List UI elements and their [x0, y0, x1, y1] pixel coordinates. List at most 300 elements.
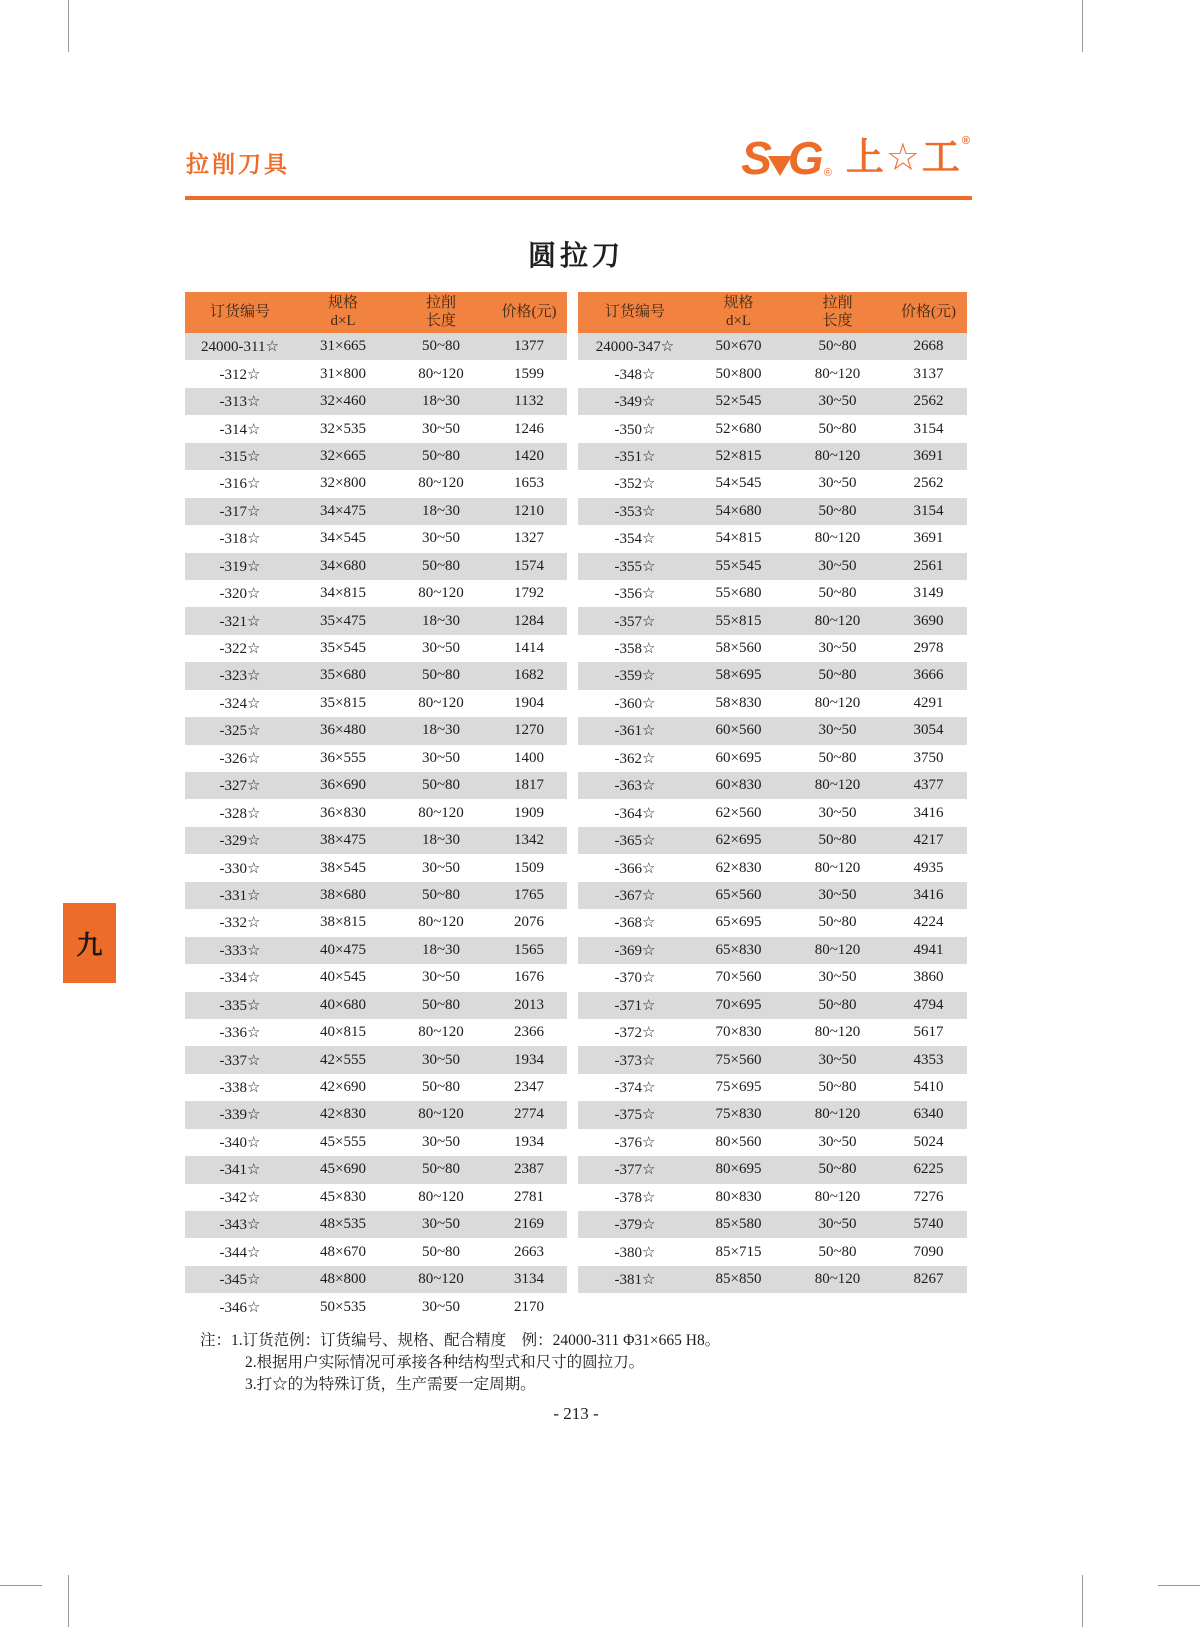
table-cell: 4377 — [890, 772, 967, 799]
table-cell: 50~80 — [785, 1238, 890, 1265]
table-cell: -316☆ — [185, 470, 295, 497]
table-row — [185, 690, 567, 717]
table-cell: 80~120 — [391, 360, 491, 387]
table-cell: 50~80 — [391, 553, 491, 580]
col-header-price: 价格(元) — [890, 292, 967, 333]
table-cell: 45×555 — [295, 1129, 391, 1156]
table-cell: 42×830 — [295, 1101, 391, 1128]
brand-logo — [730, 132, 972, 184]
table-cell: 1414 — [491, 635, 567, 662]
table-cell: -380☆ — [578, 1238, 692, 1265]
table-cell: 30~50 — [785, 964, 890, 991]
table-cell: 50~80 — [785, 333, 890, 360]
table-cell: -354☆ — [578, 525, 692, 552]
table-cell: 4217 — [890, 827, 967, 854]
table-row — [578, 909, 967, 936]
table-cell: 1682 — [491, 662, 567, 689]
table-cell: 1909 — [491, 799, 567, 826]
table-cell: -329☆ — [185, 827, 295, 854]
table-cell: 5740 — [890, 1211, 967, 1238]
footnote-line-2: 2.根据用户实际情况可承接各种结构型式和尺寸的圆拉刀。 — [245, 1354, 645, 1371]
table-cell: 80×695 — [692, 1156, 785, 1183]
table-cell: -370☆ — [578, 964, 692, 991]
table-row — [578, 1129, 967, 1156]
table-cell: 30~50 — [391, 1211, 491, 1238]
table-row — [185, 1238, 567, 1265]
table-cell: 31×800 — [295, 360, 391, 387]
table-cell: -379☆ — [578, 1211, 692, 1238]
table-cell: 45×830 — [295, 1184, 391, 1211]
table-row — [185, 607, 567, 634]
table-cell: 1765 — [491, 882, 567, 909]
table-cell: 1817 — [491, 772, 567, 799]
table-body-right — [578, 333, 967, 1293]
table-cell: 42×690 — [295, 1074, 391, 1101]
table-cell: -350☆ — [578, 415, 692, 442]
table-cell: 52×680 — [692, 415, 785, 442]
table-row — [185, 964, 567, 991]
table-cell: -371☆ — [578, 992, 692, 1019]
table-cell: 50~80 — [785, 662, 890, 689]
page-number: - 213 - — [553, 1404, 599, 1423]
table-cell: 85×715 — [692, 1238, 785, 1265]
table-row — [578, 1266, 967, 1293]
table-cell: 38×545 — [295, 854, 391, 881]
table-row — [578, 745, 967, 772]
table-cell: 2774 — [491, 1101, 567, 1128]
table-cell: 85×850 — [692, 1266, 785, 1293]
table-cell: 50×535 — [295, 1293, 391, 1320]
table-cell: -321☆ — [185, 607, 295, 634]
table-cell: 50~80 — [391, 1238, 491, 1265]
table-cell: 2366 — [491, 1019, 567, 1046]
section-title: 拉削刀具 — [186, 151, 290, 177]
table-cell: 36×480 — [295, 717, 391, 744]
table-cell: 2978 — [890, 635, 967, 662]
table-cell: 2781 — [491, 1184, 567, 1211]
col-header-spec: 规格 d×L — [295, 292, 391, 333]
table-cell: 80~120 — [785, 1019, 890, 1046]
table-cell: -361☆ — [578, 717, 692, 744]
table-cell: 30~50 — [391, 1129, 491, 1156]
table-cell: 30~50 — [785, 635, 890, 662]
table-cell: 50~80 — [785, 1156, 890, 1183]
table-cell: 24000-311☆ — [185, 333, 295, 360]
footnote-line-1: 注：1.订货范例：订货编号、规格、配合精度 例：24000-311 Φ31×665 H8。 — [200, 1332, 721, 1349]
table-cell: 50~80 — [785, 827, 890, 854]
table-cell: -328☆ — [185, 799, 295, 826]
table-cell: 1327 — [491, 525, 567, 552]
table-row — [578, 580, 967, 607]
table-row — [578, 470, 967, 497]
table-cell: 34×545 — [295, 525, 391, 552]
table-cell: 18~30 — [391, 498, 491, 525]
table-cell: 36×690 — [295, 772, 391, 799]
table-cell: 80~120 — [391, 580, 491, 607]
table-row — [185, 1101, 567, 1128]
table-cell: 4935 — [890, 854, 967, 881]
table-cell: 75×560 — [692, 1046, 785, 1073]
table-cell: 30~50 — [391, 525, 491, 552]
table-cell: 48×535 — [295, 1211, 391, 1238]
table-cell: 3690 — [890, 607, 967, 634]
table-row — [185, 415, 567, 442]
table-cell: 35×680 — [295, 662, 391, 689]
table-cell: -358☆ — [578, 635, 692, 662]
table-cell: 1284 — [491, 607, 567, 634]
table-cell: 80~120 — [391, 799, 491, 826]
table-row — [578, 553, 967, 580]
table-cell: -356☆ — [578, 580, 692, 607]
table-cell: 50~80 — [391, 772, 491, 799]
table-cell: 2076 — [491, 909, 567, 936]
table-cell: 3149 — [890, 580, 967, 607]
crop-mark-bottom-right-h — [1158, 1585, 1200, 1586]
table-cell: 1676 — [491, 964, 567, 991]
registered-mark: ® — [823, 167, 832, 179]
sg-logo-letter-g: G — [787, 132, 824, 184]
table-row — [185, 553, 567, 580]
table-cell: -360☆ — [578, 690, 692, 717]
table-cell: -365☆ — [578, 827, 692, 854]
table-cell: 1210 — [491, 498, 567, 525]
crop-mark-top-left — [68, 0, 69, 52]
table-row — [578, 1184, 967, 1211]
table-cell: 50~80 — [785, 580, 890, 607]
table-cell: 50~80 — [785, 498, 890, 525]
table-row — [578, 360, 967, 387]
table-cell: 2170 — [491, 1293, 567, 1320]
table-cell: 5617 — [890, 1019, 967, 1046]
table-cell: 3860 — [890, 964, 967, 991]
table-cell: 65×830 — [692, 937, 785, 964]
table-cell: 75×830 — [692, 1101, 785, 1128]
table-cell: 54×815 — [692, 525, 785, 552]
table-row — [578, 992, 967, 1019]
table-row — [578, 964, 967, 991]
table-cell: -342☆ — [185, 1184, 295, 1211]
table-cell: 18~30 — [391, 388, 491, 415]
table-cell: 60×560 — [692, 717, 785, 744]
table-cell: 50~80 — [785, 992, 890, 1019]
table-cell: 30~50 — [785, 388, 890, 415]
table-cell: 40×475 — [295, 937, 391, 964]
table-row — [185, 470, 567, 497]
table-row — [578, 525, 967, 552]
table-cell: 50~80 — [391, 662, 491, 689]
table-cell: 80×560 — [692, 1129, 785, 1156]
table-row — [578, 717, 967, 744]
table-cell: -323☆ — [185, 662, 295, 689]
table-cell: 4224 — [890, 909, 967, 936]
table-cell: 35×475 — [295, 607, 391, 634]
table-cell: 30~50 — [785, 717, 890, 744]
table-cell: 40×815 — [295, 1019, 391, 1046]
table-row — [578, 937, 967, 964]
table-row — [578, 443, 967, 470]
table-row — [185, 360, 567, 387]
table-cell: 30~50 — [391, 964, 491, 991]
table-cell: 54×680 — [692, 498, 785, 525]
price-table-left — [185, 292, 567, 1321]
table-cell: 80~120 — [391, 1266, 491, 1293]
table-cell: -315☆ — [185, 443, 295, 470]
table-row — [185, 1211, 567, 1238]
crop-mark-bottom-left-h — [0, 1585, 42, 1586]
table-cell: 48×670 — [295, 1238, 391, 1265]
table-cell: -339☆ — [185, 1101, 295, 1128]
table-cell: -362☆ — [578, 745, 692, 772]
table-cell: 50~80 — [391, 882, 491, 909]
table-cell: 30~50 — [391, 1046, 491, 1073]
table-row — [578, 1101, 967, 1128]
table-cell: 52×815 — [692, 443, 785, 470]
table-cell: -373☆ — [578, 1046, 692, 1073]
table-cell: 5410 — [890, 1074, 967, 1101]
table-cell: 1420 — [491, 443, 567, 470]
table-cell: 80~120 — [391, 690, 491, 717]
table-cell: 80~120 — [391, 470, 491, 497]
table-cell: 35×545 — [295, 635, 391, 662]
col-header-spec: 规格 d×L — [692, 292, 785, 333]
crop-mark-bottom-right — [1082, 1575, 1083, 1627]
table-cell: -364☆ — [578, 799, 692, 826]
table-cell: -332☆ — [185, 909, 295, 936]
table-cell: -344☆ — [185, 1238, 295, 1265]
table-cell: -355☆ — [578, 553, 692, 580]
table-cell: 34×680 — [295, 553, 391, 580]
table-cell: -330☆ — [185, 854, 295, 881]
table-row — [578, 1046, 967, 1073]
table-cell: 80~120 — [785, 1184, 890, 1211]
table-cell: 60×695 — [692, 745, 785, 772]
table-cell: 80×830 — [692, 1184, 785, 1211]
table-row — [185, 992, 567, 1019]
table-cell: -324☆ — [185, 690, 295, 717]
table-cell: 3691 — [890, 443, 967, 470]
table-cell: 50~80 — [785, 1074, 890, 1101]
table-cell: 75×695 — [692, 1074, 785, 1101]
registered-mark: ® — [961, 135, 972, 147]
table-row — [185, 525, 567, 552]
table-cell: -353☆ — [578, 498, 692, 525]
footnote-line-3: 3.打☆的为特殊订货，生产需要一定周期。 — [245, 1376, 536, 1393]
table-row — [185, 937, 567, 964]
table-cell: 1599 — [491, 360, 567, 387]
table-row — [185, 1184, 567, 1211]
table-cell: 18~30 — [391, 717, 491, 744]
table-row — [185, 443, 567, 470]
table-row — [185, 580, 567, 607]
table-cell: 60×830 — [692, 772, 785, 799]
table-cell: 30~50 — [391, 1293, 491, 1320]
table-cell: -375☆ — [578, 1101, 692, 1128]
table-cell: 30~50 — [785, 799, 890, 826]
table-cell: 50~80 — [391, 1156, 491, 1183]
table-cell: 1509 — [491, 854, 567, 881]
table-header — [578, 292, 967, 333]
table-row — [185, 333, 567, 360]
table-row — [578, 1156, 967, 1183]
table-cell: 2169 — [491, 1211, 567, 1238]
table-row — [578, 388, 967, 415]
table-cell: 54×545 — [692, 470, 785, 497]
table-cell: 30~50 — [391, 415, 491, 442]
table-row — [578, 854, 967, 881]
table-cell: -313☆ — [185, 388, 295, 415]
table-row — [185, 1266, 567, 1293]
table-cell: 38×475 — [295, 827, 391, 854]
table-cell: 50×670 — [692, 333, 785, 360]
table-row — [185, 635, 567, 662]
table-row — [185, 772, 567, 799]
table-cell: 2668 — [890, 333, 967, 360]
table-cell: 18~30 — [391, 937, 491, 964]
table-cell: 1400 — [491, 745, 567, 772]
table-cell: 1934 — [491, 1046, 567, 1073]
table-row — [185, 1156, 567, 1183]
table-cell: 1653 — [491, 470, 567, 497]
table-cell: 62×560 — [692, 799, 785, 826]
crop-mark-bottom-left — [68, 1575, 69, 1627]
table-row — [578, 1074, 967, 1101]
table-row — [185, 1129, 567, 1156]
table-row — [185, 745, 567, 772]
table-cell: -345☆ — [185, 1266, 295, 1293]
table-cell: -333☆ — [185, 937, 295, 964]
table-row — [185, 854, 567, 881]
price-table-right — [578, 292, 967, 1293]
table-cell: 1377 — [491, 333, 567, 360]
table-row — [578, 1211, 967, 1238]
table-cell: 1132 — [491, 388, 567, 415]
table-row — [185, 1074, 567, 1101]
table-row — [578, 799, 967, 826]
table-cell: 62×830 — [692, 854, 785, 881]
table-row — [185, 1046, 567, 1073]
table-cell: 8267 — [890, 1266, 967, 1293]
table-cell: -349☆ — [578, 388, 692, 415]
table-cell: -331☆ — [185, 882, 295, 909]
table-cell: 32×535 — [295, 415, 391, 442]
table-cell: 50×800 — [692, 360, 785, 387]
table-cell: -372☆ — [578, 1019, 692, 1046]
table-cell: -351☆ — [578, 443, 692, 470]
table-cell: 3154 — [890, 415, 967, 442]
table-cell: 4794 — [890, 992, 967, 1019]
table-cell: 2347 — [491, 1074, 567, 1101]
table-cell: 3054 — [890, 717, 967, 744]
table-cell: 2561 — [890, 553, 967, 580]
table-cell: -368☆ — [578, 909, 692, 936]
table-cell: 80~120 — [391, 1184, 491, 1211]
table-cell: 80~120 — [785, 360, 890, 387]
table-row — [578, 333, 967, 360]
table-cell: 55×545 — [692, 553, 785, 580]
table-cell: 65×695 — [692, 909, 785, 936]
table-cell: 50~80 — [785, 909, 890, 936]
table-cell: -346☆ — [185, 1293, 295, 1320]
header-rule — [185, 196, 972, 200]
table-cell: 34×815 — [295, 580, 391, 607]
table-cell: 55×815 — [692, 607, 785, 634]
table-row — [578, 415, 967, 442]
table-row — [578, 498, 967, 525]
table-cell: 5024 — [890, 1129, 967, 1156]
table-cell: 3134 — [491, 1266, 567, 1293]
table-cell: 4291 — [890, 690, 967, 717]
table-cell: 2013 — [491, 992, 567, 1019]
table-cell: 40×680 — [295, 992, 391, 1019]
col-header-length: 拉削 长度 — [785, 292, 890, 333]
table-cell: 80~120 — [785, 607, 890, 634]
table-cell: -335☆ — [185, 992, 295, 1019]
sg-logo — [741, 132, 832, 184]
table-cell: -336☆ — [185, 1019, 295, 1046]
table-cell: 80~120 — [391, 1101, 491, 1128]
table-cell: 36×555 — [295, 745, 391, 772]
table-cell: 50~80 — [391, 443, 491, 470]
table-cell: -320☆ — [185, 580, 295, 607]
table-row — [185, 388, 567, 415]
col-header-length: 拉削 长度 — [391, 292, 491, 333]
table-row — [185, 1019, 567, 1046]
table-cell: -319☆ — [185, 553, 295, 580]
table-cell: 7276 — [890, 1184, 967, 1211]
table-cell: 70×830 — [692, 1019, 785, 1046]
table-row — [578, 662, 967, 689]
col-header-order-no: 订货编号 — [578, 292, 692, 333]
table-cell: 58×560 — [692, 635, 785, 662]
table-cell: 6225 — [890, 1156, 967, 1183]
table-cell: 50~80 — [785, 415, 890, 442]
table-cell: -359☆ — [578, 662, 692, 689]
table-cell: 32×460 — [295, 388, 391, 415]
table-cell: 80~120 — [785, 1101, 890, 1128]
table-row — [578, 607, 967, 634]
table-cell: -325☆ — [185, 717, 295, 744]
table-cell: 38×680 — [295, 882, 391, 909]
table-cell: 58×695 — [692, 662, 785, 689]
table-cell: 3416 — [890, 882, 967, 909]
table-cell: -352☆ — [578, 470, 692, 497]
table-cell: 7090 — [890, 1238, 967, 1265]
table-cell: 1934 — [491, 1129, 567, 1156]
table-cell: -318☆ — [185, 525, 295, 552]
table-cell: 50~80 — [391, 1074, 491, 1101]
table-cell: -322☆ — [185, 635, 295, 662]
table-cell: 70×560 — [692, 964, 785, 991]
table-row — [578, 690, 967, 717]
table-row — [185, 717, 567, 744]
table-cell: 6340 — [890, 1101, 967, 1128]
table-cell: 3691 — [890, 525, 967, 552]
col-header-order-no: 订货编号 — [185, 292, 295, 333]
table-cell: 3154 — [890, 498, 967, 525]
chapter-side-tab: 九 — [63, 903, 116, 983]
table-cell: 2562 — [890, 470, 967, 497]
crop-mark-top-right — [1082, 0, 1083, 52]
sg-logo-chinese — [845, 135, 972, 179]
table-cell: 50~80 — [391, 333, 491, 360]
table-cell: 2663 — [491, 1238, 567, 1265]
table-cell: 2562 — [890, 388, 967, 415]
table-cell: 80~120 — [785, 690, 890, 717]
table-cell: 32×665 — [295, 443, 391, 470]
table-cell: 30~50 — [785, 1046, 890, 1073]
table-cell: 80~120 — [391, 1019, 491, 1046]
table-cell: 3137 — [890, 360, 967, 387]
